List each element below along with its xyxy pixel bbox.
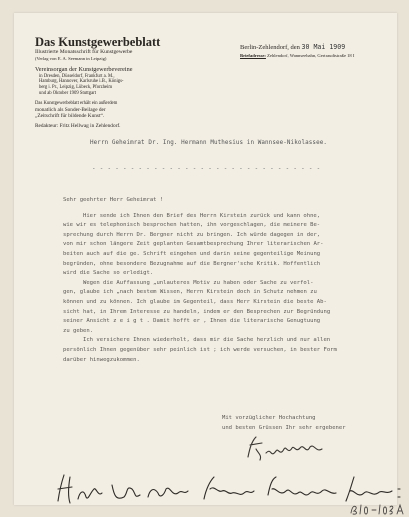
letter-page — [14, 13, 397, 505]
letterhead-note: Das Kunstgewerbeblatt erhält ein außerdem — [35, 100, 118, 106]
body-line: darüber hinwegzukommen. — [63, 356, 140, 363]
body-line: sprechung durch Herrn Dr. Bergner nicht zu bringen. Ich würde dagegen in der, — [63, 231, 321, 238]
body-line: zu geben. — [63, 327, 94, 334]
letterhead-city-line: in Dresden, Düsseldorf, Frankfurt a. M., — [39, 73, 115, 79]
closing — [222, 414, 346, 433]
body-line: Hier sende ich Ihnen den Brief des Herrn Kirstein zurück und kann ohne, — [83, 212, 321, 219]
body-line: Ich versichere Ihnen wiederholt, dass mir die Sache herzlich und nur allen — [83, 337, 331, 344]
separator-dashes: ------------------------------ — [92, 166, 325, 172]
letterhead-title: Das Kunstgewerbeblatt — [35, 35, 161, 49]
body-line: seiner Ansicht z e i g t . Damit hofft er , Ihnen die literarische Genugtuung — [63, 318, 321, 325]
closing-line: und besten Grüssen Ihr sehr ergebener — [222, 424, 346, 431]
body-line: begründen, ohne besondere Bezugnahme auf die Bergner'sche Kritik. Hoffentlich — [63, 260, 321, 267]
place-date — [240, 43, 345, 51]
body-line: beiten auch auf die ge. Schrift eingehen und darin seine gegenteilige Meinung — [63, 250, 321, 257]
body-line: können und zu können. Ich glaube im Gegenteil, dass Herr Kirstein die beste Ab- — [63, 298, 327, 305]
letterhead-subtitle: Illustrierte Monatsschrift für Kunstgewerbe — [35, 49, 133, 55]
letterhead-monthly-line: „Zeitschrift für bildende Kunst“. — [35, 113, 105, 120]
archive-mark — [348, 501, 404, 517]
letterhead-organ: Vereinsorgan der Kunstgewerbevereine — [35, 66, 133, 73]
place-label: Berlin-Zehlendorf, den — [240, 44, 300, 51]
handwritten-signature — [242, 433, 332, 463]
letterhead-editor: Redakteur: Fritz Hellwag in Zehlendorf. — [35, 122, 121, 129]
body-line: persönlich Ihnen gegenüber sehr peinlich ist ; ich werde versuchen, in bester Form — [63, 346, 337, 353]
body-line: gen, glaube ich „nach bestem Wissen, Herrn Kirstein doch in Schutz nehmen zu — [63, 289, 317, 296]
letterhead-monthly-line: monatlich als Sonder-Beilage der — [35, 106, 106, 113]
letter-address — [240, 53, 354, 58]
address-label: Briefadresse: — [240, 53, 266, 58]
body-line: sicht hat, in Ihrem Interesse zu handeln, indem er den Besprechen zur Begründung — [63, 308, 331, 315]
letterhead-city-line: berg i. Pr., Leipzig, Lübeck, Pforzheim — [39, 85, 113, 91]
salutation: Sehr geehrter Herr Geheimrat ! — [63, 197, 164, 203]
address-text: Zehlendorf, Wannseebahn, Gertraudtstraße 18 I — [267, 53, 355, 58]
body-line: wird die Sache so erledigt. — [63, 270, 154, 277]
letterhead-city-line: Hamburg, Hannover, Karlsruhe i.B., Königs- — [39, 79, 124, 85]
body-line: wie wir es telephonisch besprochen hatten, ihn vorgeschlagen, die meinere Be- — [63, 222, 321, 229]
body-line: von mir schon längere Zeit geplanten Gesamtbesprechung Ihrer literarischen Ar- — [63, 241, 324, 248]
body-line: Wegen die Auffassung „unlauteres Motiv zu haben oder Sache zu verfol- — [83, 279, 314, 286]
letterhead — [35, 35, 215, 130]
letterhead-city-line: und ab Oktober 1909 Stuttgart — [39, 90, 97, 96]
letterhead-publisher: (Verlag von E. A. Seemann in Leipzig) — [35, 56, 107, 61]
closing-line: Mit vorzüglicher Hochachtung — [222, 415, 316, 421]
letter-date: 30 Mai 1909 — [301, 43, 346, 51]
recipient-line: Herrn Geheimrat Dr. Ing. Hermann Muthesius in Wannsee-Nikolassee. — [90, 140, 328, 146]
letterhead-cities — [39, 74, 215, 97]
letter-body — [63, 196, 383, 365]
